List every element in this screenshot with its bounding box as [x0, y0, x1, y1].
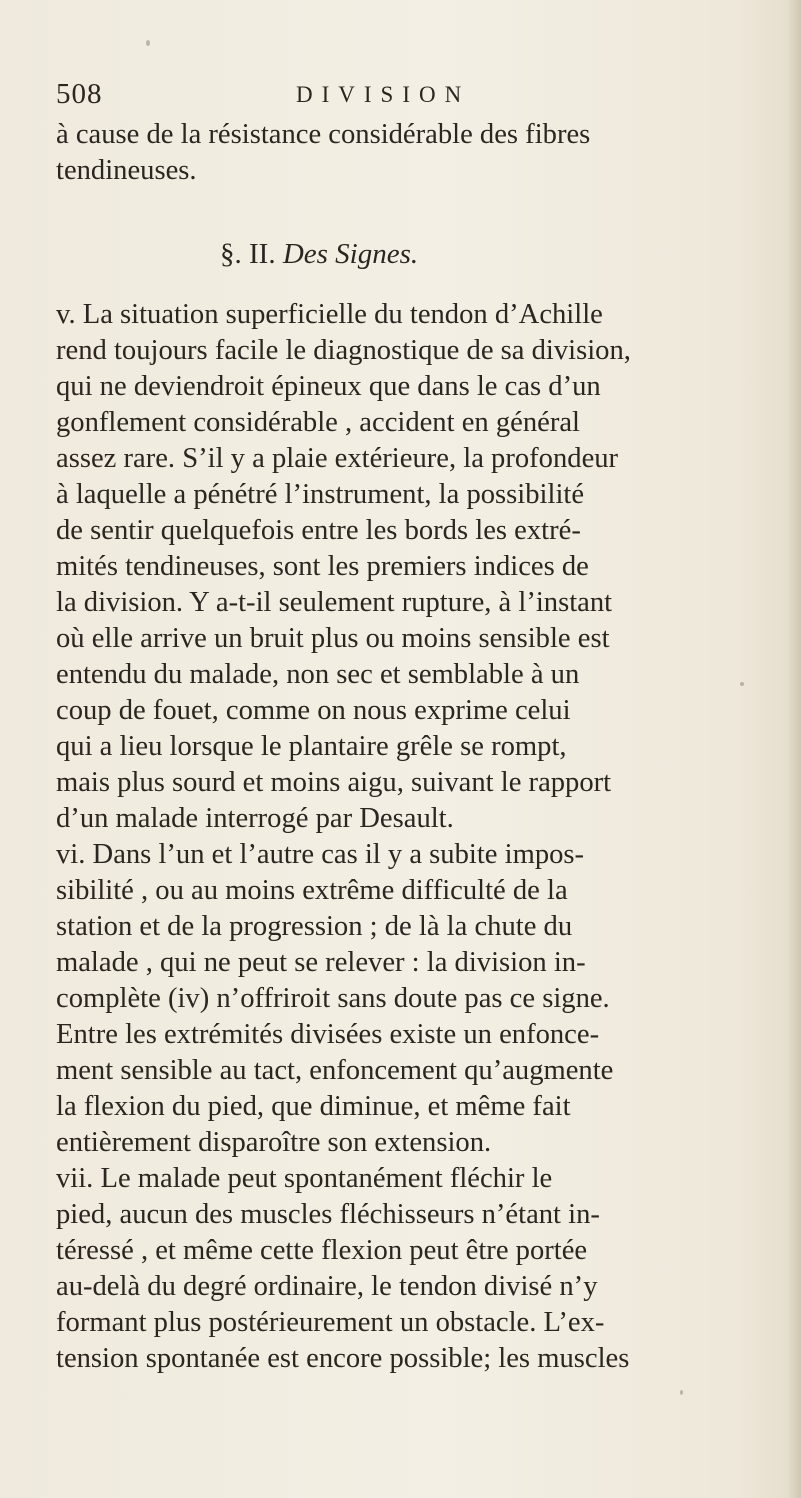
- paper-speck: [680, 1390, 683, 1395]
- text-line: mais plus sourd et moins aigu, suivant le rapport: [56, 767, 612, 798]
- text-line: Entre les extrémités divisées existe un enfonce-: [56, 1019, 600, 1050]
- text-line: tendineuses.: [56, 155, 197, 186]
- text-line: v. La situation superficielle du tendon d’Achille: [56, 299, 603, 330]
- text-line: vi. Dans l’un et l’autre cas il y a subite impos-: [56, 839, 585, 870]
- section-heading: [220, 238, 418, 271]
- text-line: la flexion du pied, que diminue, et même fait: [56, 1091, 571, 1122]
- text-line: la division. Y a-t-il seulement rupture, à l’instant: [56, 587, 613, 618]
- text-line: qui a lieu lorsque le plantaire grêle se rompt,: [56, 731, 567, 762]
- page-edge-shadow: [787, 0, 801, 1498]
- text-line: gonflement considérable , accident en général: [56, 407, 580, 438]
- text-line: vii. Le malade peut spontanément fléchir le: [56, 1163, 553, 1194]
- text-line: station et de la progression ; de là la chute du: [56, 911, 573, 942]
- text-line: complète (iv) n’offriroit sans doute pas ce signe.: [56, 983, 610, 1014]
- text-line: d’un malade interrogé par Desault.: [56, 803, 454, 834]
- text-line: à laquelle a pénétré l’instrument, la possibilité: [56, 479, 585, 510]
- text-line: tension spontanée est encore possible; les muscles: [56, 1343, 630, 1374]
- text-line: pied, aucun des muscles fléchisseurs n’étant in-: [56, 1199, 600, 1230]
- text-line: formant plus postérieurement un obstacle. L’ex-: [56, 1307, 605, 1338]
- page-header: [56, 78, 796, 118]
- text-line: où elle arrive un bruit plus ou moins sensible est: [56, 623, 610, 654]
- text-line: assez rare. S’il y a plaie extérieure, la profondeur: [56, 443, 619, 474]
- text-line: entièrement disparoître son extension.: [56, 1127, 492, 1158]
- text-line: rend toujours facile le diagnostique de sa division,: [56, 335, 631, 366]
- text-line: malade , qui ne peut se relever : la division in-: [56, 947, 586, 978]
- page-number: 508: [56, 78, 103, 110]
- text-line: au-delà du degré ordinaire, le tendon divisé n’y: [56, 1271, 598, 1302]
- text-line: téressé , et même cette flexion peut être portée: [56, 1235, 588, 1266]
- paper-speck: [740, 682, 744, 686]
- text-line: qui ne deviendroit épineux que dans le cas d’un: [56, 371, 601, 402]
- section-title: Des Signes.: [282, 238, 419, 270]
- section-number: §. II.: [220, 238, 276, 270]
- text-line: entendu du malade, non sec et semblable à un: [56, 659, 580, 690]
- text-line: mités tendineuses, sont les premiers indices de: [56, 551, 589, 582]
- text-line: à cause de la résistance considérable des fibres: [56, 119, 591, 150]
- text-line: de sentir quelquefois entre les bords les extré-: [56, 515, 581, 546]
- text-line: ment sensible au tact, enfoncement qu’augmente: [56, 1055, 614, 1086]
- text-line: sibilité , ou au moins extrême difficulté de la: [56, 875, 568, 906]
- text-line: coup de fouet, comme on nous exprime celui: [56, 695, 571, 726]
- paper-speck: [146, 40, 150, 46]
- running-head: DIVISION: [296, 82, 471, 107]
